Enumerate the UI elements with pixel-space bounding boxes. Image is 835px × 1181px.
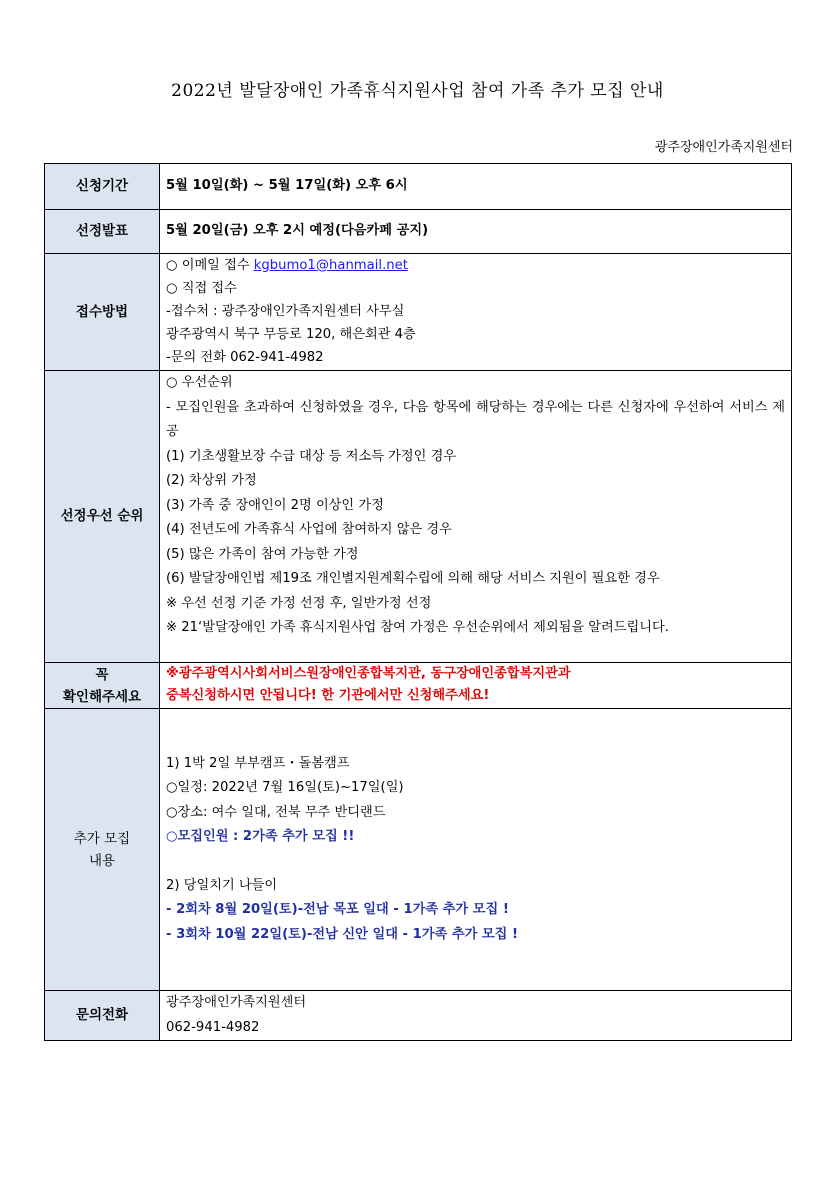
- priority-item: (4) 전년도에 가족휴식 사업에 참여하지 않은 경우: [166, 522, 452, 537]
- direct-line: ○ 직접 접수: [166, 281, 237, 296]
- day-trip-item: - 2회차 8월 20일(토)-전남 목포 일대 - 1가족 추가 모집 !: [166, 902, 509, 918]
- priority-item: (3) 가족 중 장애인이 2명 이상인 가정: [166, 497, 384, 513]
- recruit-row: [45, 709, 792, 991]
- organization-name: 광주장애인가족지원센터: [654, 140, 793, 155]
- priority-item: (6) 발달장애인법 제19조 개인별지원계획수립에 의해 해당 서비스 지원이 필요한 경우: [166, 571, 660, 586]
- place-line: -접수처 : 광주장애인가족지원센터 사무실: [166, 304, 405, 319]
- spacer: [166, 850, 785, 874]
- check-content: [160, 663, 792, 709]
- check-row: [45, 663, 792, 709]
- day-trip-title: 2) 당일치기 나들이: [166, 877, 278, 893]
- method-content: [160, 254, 792, 371]
- contact-org: 광주장애인가족지원센터: [166, 995, 307, 1010]
- email-link[interactable]: kgbumo1@hanmail.net: [253, 258, 408, 273]
- priority-label: 선정우선 순위: [45, 371, 160, 663]
- check-warning-line1: ※광주광역시사회서비스원장애인종합복지관, 동구장애인종합복지관과: [166, 666, 571, 681]
- day-trip-item: - 3회차 10월 22일(토)-전남 신안 일대 - 1가족 추가 모집 !: [166, 926, 519, 942]
- priority-row: [45, 371, 792, 663]
- check-label: [45, 663, 160, 709]
- period-label: 신청기간: [45, 164, 160, 210]
- period-row: [45, 164, 792, 210]
- priority-heading: ○ 우선순위: [166, 375, 233, 390]
- priority-content: [160, 371, 792, 663]
- camp-title: 1) 1박 2일 부부캠프・돌봄캠프: [166, 755, 350, 771]
- check-warning-line2: 중복신청하시면 안됩니다! 한 기관에서만 신청해주세요!: [166, 688, 490, 703]
- contact-row: [45, 991, 792, 1041]
- method-label: 접수방법: [45, 254, 160, 371]
- camp-date: ○일정: 2022년 7월 16일(토)~17일(일): [166, 780, 404, 796]
- priority-item: (2) 차상위 가정: [166, 473, 257, 488]
- announce-row: [45, 210, 792, 254]
- announce-label: 선정발표: [45, 210, 160, 254]
- camp-people: ○모집인원 : 2가족 추가 모집 !!: [166, 829, 355, 845]
- priority-intro: - 모집인원을 초과하여 신청하였을 경우, 다음 항목에 해당하는 경우에는 다른 신청자에 우선하여 서비스 제공: [166, 399, 785, 439]
- camp-place: ○장소: 여수 일대, 전북 무주 반디랜드: [166, 804, 386, 820]
- email-line: [166, 254, 785, 277]
- contact-phone: 062-941-4982: [166, 1019, 260, 1035]
- recruit-label: [45, 709, 160, 991]
- email-prefix: ○ 이메일 접수: [166, 258, 254, 273]
- priority-item: (1) 기초생활보장 수급 대상 등 저소득 가정인 경우: [166, 448, 457, 464]
- notice-table: [44, 163, 792, 1041]
- priority-item: (5) 많은 가족이 참여 가능한 가정: [166, 546, 359, 562]
- recruit-label-line2: 내용: [88, 852, 116, 869]
- recruit-content: [160, 709, 792, 991]
- check-label-line1: 꼭: [95, 666, 109, 683]
- contact-content: [160, 991, 792, 1041]
- phone-line: -문의 전화 062-941-4982: [166, 350, 324, 365]
- contact-label: 문의전화: [45, 991, 160, 1041]
- check-label-line2: 확인해주세요: [62, 688, 142, 705]
- period-value: 5월 10일(화) ~ 5월 17일(화) 오후 6시: [160, 164, 792, 210]
- method-row: [45, 254, 792, 371]
- announce-value: 5월 20일(금) 오후 2시 예정(다음카페 공지): [160, 210, 792, 254]
- address-line: 광주광역시 북구 무등로 120, 해은회관 4층: [166, 327, 416, 342]
- priority-note: ※ 21‘발달장애인 가족 휴식지원사업 참여 가정은 우선순위에서 제외됨을 알려드립니다.: [166, 620, 669, 635]
- priority-note: ※ 우선 선정 기준 가정 선정 후, 일반가정 선정: [166, 595, 432, 611]
- recruit-label-line1: 추가 모집: [73, 830, 131, 847]
- page-title: 2022년 발달장애인 가족휴식지원사업 참여 가족 추가 모집 안내: [171, 81, 664, 101]
